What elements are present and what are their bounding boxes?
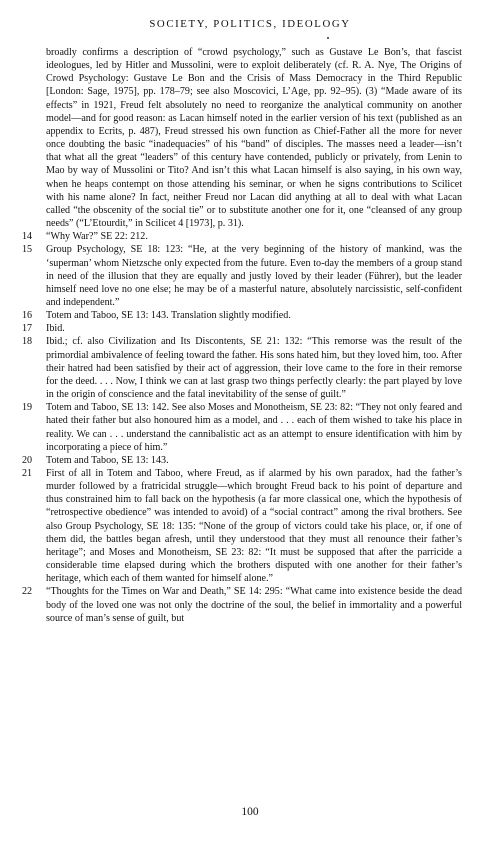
endnote-21 (22, 467, 462, 585)
endnote-number: 19 (22, 402, 33, 414)
endnote-number: 15 (22, 244, 33, 256)
endnote-text: First of all in Totem and Taboo, where Freud, as if alarmed by his own paradox, had the father’s murder followed by a fratricidal struggle—which brought Freud back to his point of departure and thus constrained him to fall back on the hypothesis (a far more classical one, which the hypothesis of “retrospective obedience” was intended to avoid) of a “social contract” among the rival brothers. See also Group Psychology, SE 18: 135: “None of the group of victors could take his place, or, if one of them did, the battles began afresh, until they understood that they must all renounce their father’s heritage”; and Moses and Monotheism, SE 23: 82: “It must be supposed that after the parricide a considerable time elapsed during which the brothers disputed with one another for their father’s heritage, which each of them wanted for himself alone.” (46, 468, 462, 585)
endnote-15 (22, 243, 462, 309)
page-number: 100 (241, 806, 259, 818)
endnote-17 (22, 322, 462, 335)
endnote-number: 14 (22, 231, 33, 243)
endnote-text: Ibid. (46, 323, 65, 335)
endnote-text: Totem and Taboo, SE 13: 143. Translation slightly modified. (46, 310, 291, 322)
endnote-number: 22 (22, 586, 33, 598)
endnotes-block (22, 46, 462, 625)
endnote-text: Totem and Taboo, SE 13: 143. (46, 454, 169, 466)
endnote-text: Ibid.; cf. also Civilization and Its Discontents, SE 21: 132: “This remorse was the result of the primordial ambivalence of feeling toward the father. His sons hated him, but they loved him, too. After their hatred had been satisfied by their act of aggression, their love came to the fore in their remorse for the deed. . . . Now, I think we can at last grasp two things perfectly clearly: the part played by love in the origin of conscience and the fatal inevitability of the sense of guilt.” (46, 336, 462, 401)
running-head: SOCIETY, POLITICS, IDEOLOGY (149, 18, 351, 30)
endnote-18 (22, 335, 462, 401)
endnote-number: 18 (22, 336, 33, 348)
endnote-number: 16 (22, 310, 33, 322)
note-continuation: broadly confirms a description of “crowd psychology,” such as Gustave Le Bon’s, that fascist ideologues, led by Hitler and Mussolini, were to exploit deliberately (cf. R. A. Nye, The Origins of Crowd Psychology: Gustave Le Bon and the Crisis of Mass Democracy in the Third Republic [London: Sage, 1975], pp. 178–79; see also Moscovici, L’Age, pp. 92–95). (3) “Made aware of its effects” in 1921, Freud felt absolutely no need to reorganize the analytical community on another model—and for good reason: as Lacan himself noted in the earlier version of his text (published as an appendix to Ecrits, p. 487), Freud stressed his own function as Chief-Father all the more for never once doubting the basic “inadequacies” of his “band” of disciples. The masses need a leader—isn’t that what all the great “leaders” of this century have contended, publicly or privately, from Lenin to Mao by way of Mussolini or Tito? And isn’t this what Lacan himself is also saying, in his own way, when he heaps contempt on those attending his seminar, or when he signs contributions to Scilicet with his name alone? In fact, neither Freud nor Lacan did anything at all to deal with what Lacan called “the obscenity of the social tie” or to substitute another one for it, one “cleansed of any group needs” (“L’Etourdit,” in Scilicet 4 [1973], p. 31). (46, 47, 462, 230)
endnote-14 (22, 230, 462, 243)
endnote-text: Group Psychology, SE 18: 123: “He, at the very beginning of the history of mankind, was the ‘superman’ whom Nietzsche only expected from the future. Even to-day the members of a group stand in need of the illusion that they are equally and justly loved by their leader (Führer), but the leader himself need love no one else; he may be of a masterful nature, absolutely narcissistic, self-confident and independent.” (46, 244, 462, 308)
endnote-22 (22, 585, 462, 624)
endnote-text: Totem and Taboo, SE 13: 142. See also Moses and Monotheism, SE 23: 82: “They not only feared and hated their father but also honoured him as a model, and . . . each of them wished to take his place in reality. We can . . . understand the cannibalistic act as an attempt to ensure identification with him by incorporating a piece of him.” (46, 402, 462, 453)
print-speck (327, 37, 329, 39)
endnote-text: “Why War?” SE 22: 212. (46, 231, 148, 243)
endnote-16 (22, 309, 462, 322)
endnote-number: 17 (22, 323, 33, 335)
endnote-20 (22, 454, 462, 467)
endnote-19 (22, 401, 462, 454)
endnote-number: 21 (22, 468, 33, 479)
endnote-text: “Thoughts for the Times on War and Death,” SE 14: 295: “What came into existence beside the dead body of the loved one was not only the doctrine of the soul, the belief in immortality and a powerful source of man’s sense of guilt, but (46, 586, 462, 624)
endnote-number: 20 (22, 454, 33, 466)
